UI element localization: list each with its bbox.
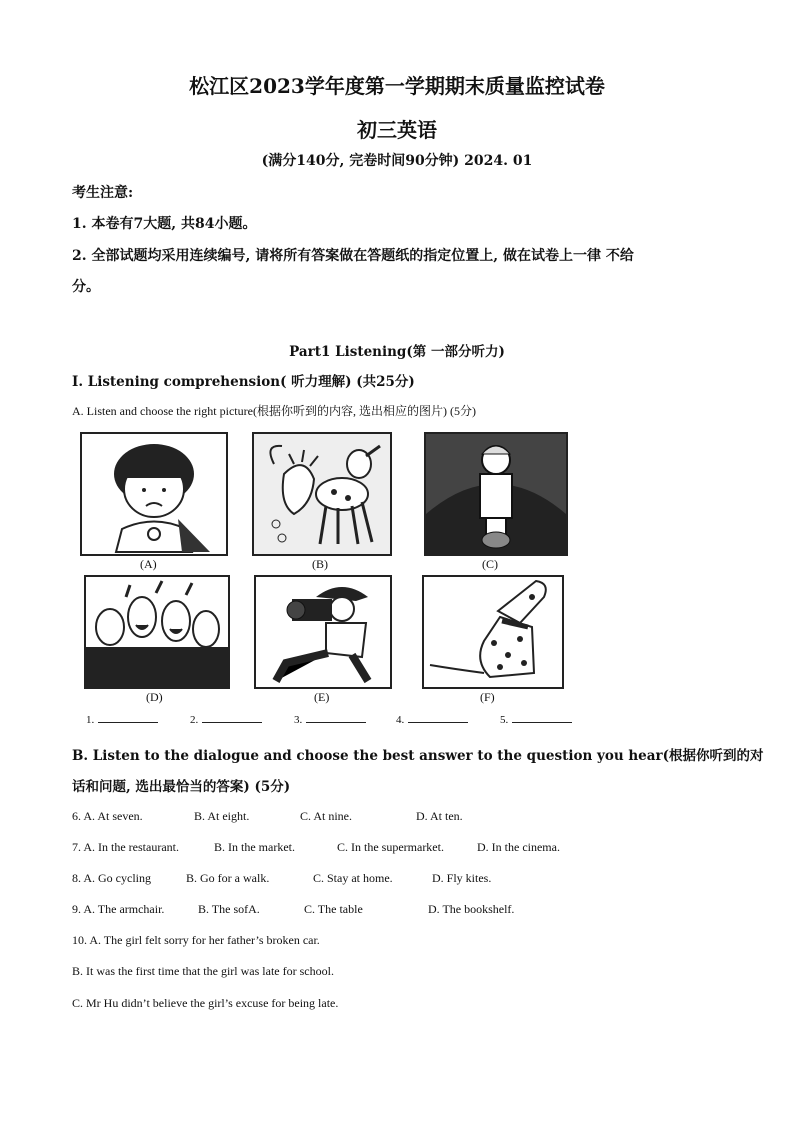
sad-girl-image (80, 432, 228, 556)
section-b-heading: B. Listen to the dialogue and choose the best answer to the question you hear(根据你听到的对 (72, 748, 764, 764)
picture-label-d: (D) (146, 690, 163, 704)
blank-number: 3. (294, 714, 303, 726)
option-b: B. The sofA. (198, 902, 260, 916)
question-number: 9. (72, 902, 81, 916)
option-d: D. At ten. (416, 809, 463, 823)
picture-label-e: (E) (314, 690, 330, 704)
notice-line-1: 1. 本卷有7大题, 共84小题。 (72, 216, 257, 232)
question-6 (72, 809, 143, 824)
notice-line-2: 2. 全部试题均采用连续编号, 请将所有答案做在答题纸的指定位置上, 做在试卷上一律 不给 (72, 248, 634, 264)
option-d: D. The bookshelf. (428, 902, 515, 916)
option-a: A. Go cycling (83, 871, 151, 885)
answer-blank-4[interactable] (396, 712, 468, 726)
option-b: B. In the market. (214, 840, 295, 854)
question-8 (72, 871, 151, 886)
question-number: 7. (72, 840, 81, 854)
option-c: C. Stay at home. (313, 871, 393, 885)
question-number: 6. (72, 809, 81, 823)
photographer-image (254, 575, 392, 689)
dalmatian-dog-image (422, 575, 564, 689)
picture-label-f: (F) (480, 690, 495, 704)
answer-blank-5[interactable] (500, 712, 572, 726)
notice-heading: 考生注意: (72, 185, 134, 201)
option-a: A. In the restaurant. (83, 840, 179, 854)
question-9 (72, 902, 164, 917)
option-c: C. At nine. (300, 809, 353, 823)
section-a-heading: A. Listen and choose the right picture(根据你听到的内容, 选出相应的图片) (5分) (72, 404, 476, 418)
option-c: C. In the supermarket. (337, 840, 444, 854)
notice-line-2-cont: 分。 (72, 279, 100, 295)
question-10-option-b: B. It was the first time that the girl was late for school. (72, 964, 334, 978)
blank-number: 4. (396, 714, 405, 726)
question-10-option-a: 10. A. The girl felt sorry for her father’s broken car. (72, 933, 320, 947)
question-number: 8. (72, 871, 81, 885)
picture-label-a: (A) (140, 557, 157, 571)
option-c: C. The table (304, 902, 363, 916)
gardener-boy-image (424, 432, 568, 556)
laughing-people-image (84, 575, 230, 689)
exam-meta: (满分140分, 完卷时间90分钟) 2024. 01 (261, 153, 533, 169)
exam-subtitle: 初三英语 (357, 118, 437, 142)
option-b: B. Go for a walk. (186, 871, 270, 885)
blank-number: 1. (86, 714, 95, 726)
blank-number: 2. (190, 714, 199, 726)
picture-label-b: (B) (312, 557, 328, 571)
blank-number: 5. (500, 714, 509, 726)
option-b: B. At eight. (194, 809, 250, 823)
option-a: A. The armchair. (83, 902, 165, 916)
rooster-dog-image (252, 432, 392, 556)
option-d: D. In the cinema. (477, 840, 560, 854)
exam-title: 松江区2023学年度第一学期期末质量监控试卷 (189, 74, 605, 98)
answer-blank-3[interactable] (294, 712, 366, 726)
section-b-heading-cont: 话和问题, 选出最恰当的答案) (5分) (72, 779, 291, 795)
answer-blank-2[interactable] (190, 712, 262, 726)
question-7 (72, 840, 179, 855)
question-10-option-c: C. Mr Hu didn’t believe the girl’s excuse for being late. (72, 996, 339, 1010)
option-a: A. At seven. (83, 809, 143, 823)
section-1-heading: I. Listening comprehension( 听力理解) (共25分) (72, 374, 415, 390)
answer-blank-1[interactable] (86, 712, 158, 726)
option-d: D. Fly kites. (432, 871, 492, 885)
part1-heading: Part1 Listening(第 一部分听力) (289, 344, 505, 360)
picture-label-c: (C) (482, 557, 498, 571)
